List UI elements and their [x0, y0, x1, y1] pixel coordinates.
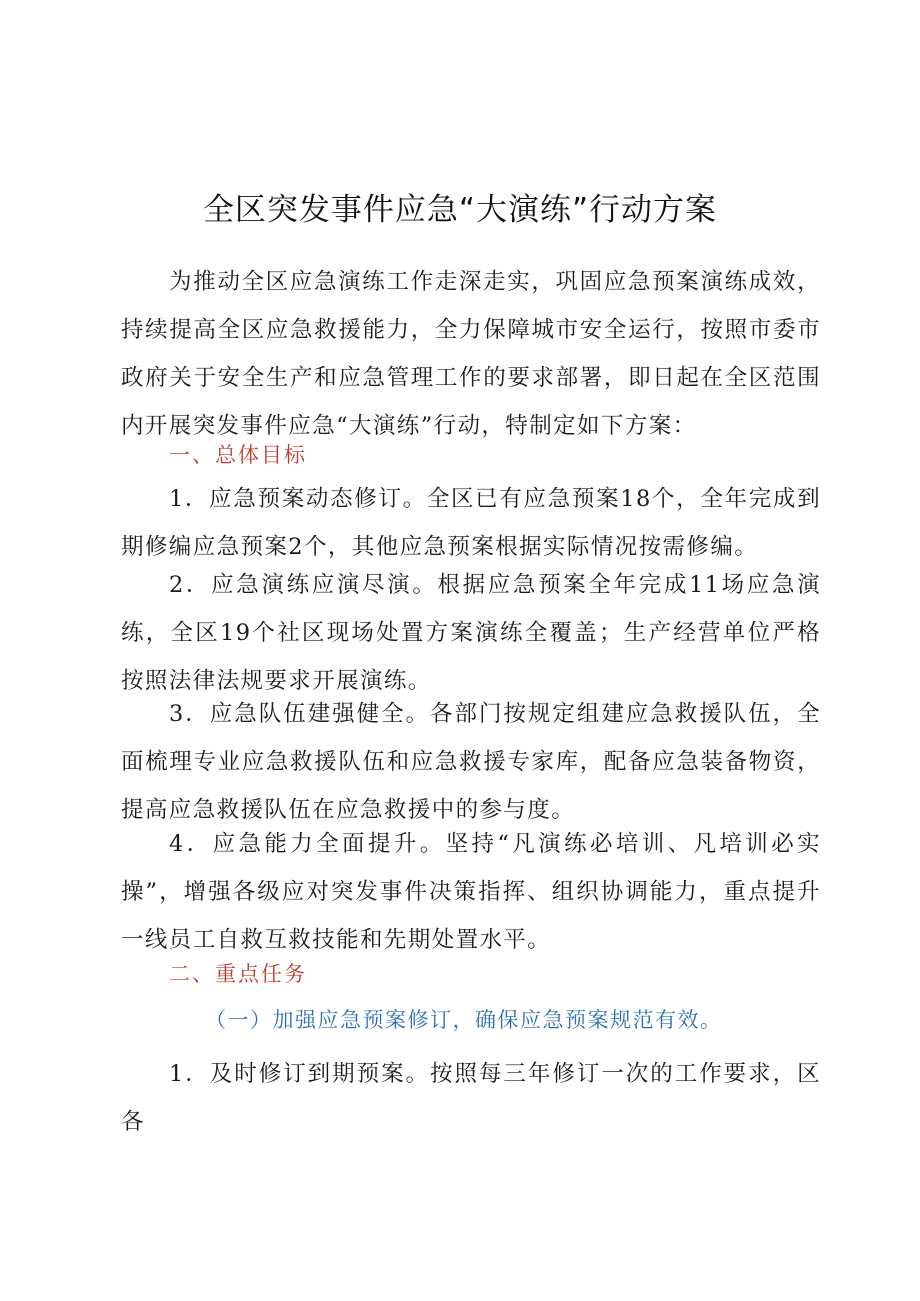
goal-item-3: 3．应急队伍建强健全。各部门按规定组建应急救援队伍，全面梳理专业应急救援队伍和应急救援专家库，配备应急装备物资，提高应急救援队伍在应急救援中的参与度。	[121, 701, 821, 823]
goal-item-2: 2．应急演练应演尽演。根据应急预案全年完成11场应急演练，全区19个社区现场处置方案演练全覆盖；生产经营单位严格按照法律法规要求开展演练。	[121, 572, 821, 694]
subsection-1-heading: （一）加强应急预案修订，确保应急预案规范有效。	[205, 1008, 723, 1032]
section-2-heading: 二、重点任务	[169, 962, 307, 986]
document-title: 全区突发事件应急“大演练”行动方案	[202, 192, 718, 228]
goal-item-4: 4．应急能力全面提升。坚持“凡演练必培训、凡培训必实操”，增强各级应对突发事件决策指挥、组织协调能力，重点提升一线员工自救互救技能和先期处置水平。	[121, 831, 821, 953]
intro-paragraph: 为推动全区应急演练工作走深走实，巩固应急预案演练成效，持续提高全区应急救援能力，全力保障城市安全运行，按照市委市政府关于安全生产和应急管理工作的要求部署，即日起在全区范围内开展突发事件应急“大演练”行动，特制定如下方案：	[121, 269, 821, 439]
task-item-1: 1．及时修订到期预案。按照每三年修订一次的工作要求，区各	[121, 1061, 821, 1135]
section-1-heading: 一、总体目标	[169, 443, 307, 467]
goal-item-1: 1．应急预案动态修订。全区已有应急预案18个，全年完成到期修编应急预案2个，其他应急预案根据实际情况按需修编。	[121, 486, 821, 560]
